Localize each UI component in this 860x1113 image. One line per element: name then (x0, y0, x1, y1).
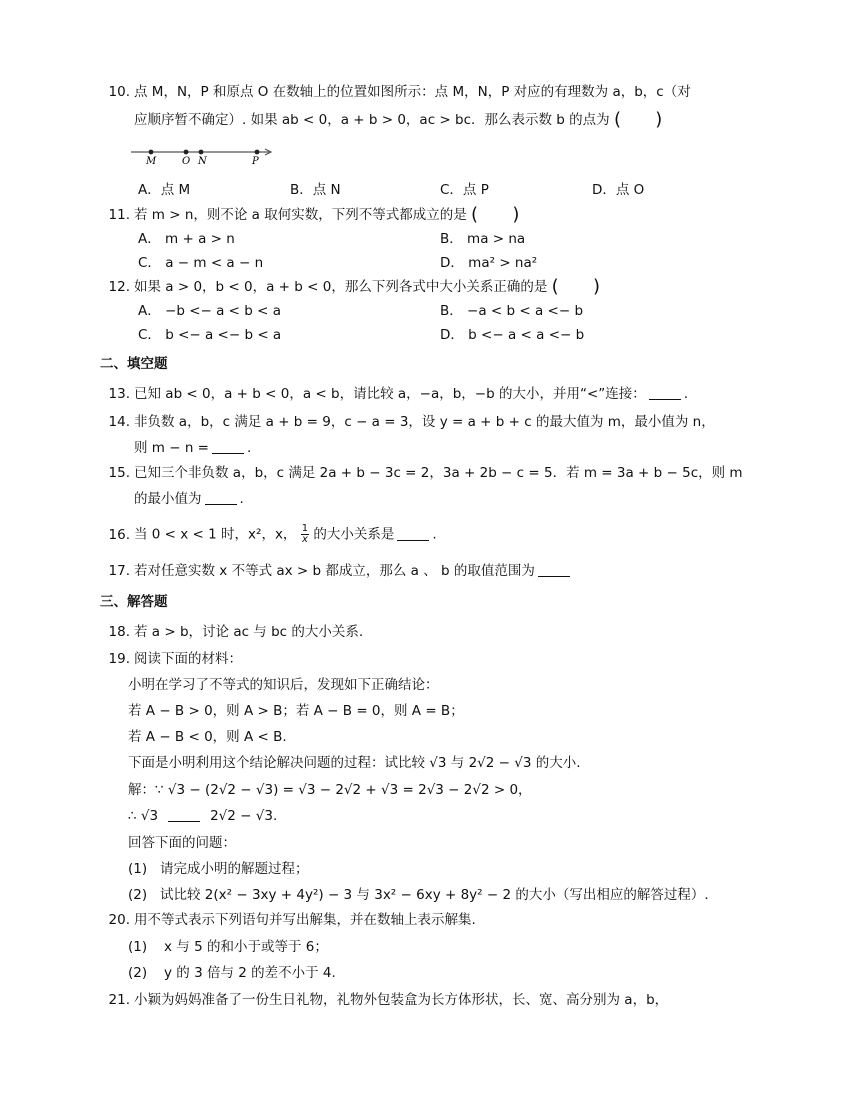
question-text: 若 a > b，讨论 ac 与 bc 的大小关系. (134, 624, 364, 640)
question-number: 21. (108, 992, 130, 1008)
question-17 (104, 561, 573, 581)
option-a: A． −b <− a < b < a (138, 303, 282, 319)
sub-text: 试比较 2(x² − 3xy + 4y²) − 3 与 3x² − 6xy + 8y² − 2 的大小（写出相应的解答过程）. (160, 887, 709, 903)
label-n: N (198, 156, 207, 167)
therefore-right: 2√2 − √3. (210, 808, 278, 824)
period: . (432, 526, 437, 543)
question-20 (104, 910, 476, 930)
answer-blank[interactable] (212, 439, 244, 454)
material-line: 小明在学习了不等式的知识后，发现如下正确结论： (128, 677, 439, 693)
question-number: 18. (108, 624, 130, 640)
question-text: 则 m − n = (134, 440, 209, 456)
material-line: 下面是小明利用这个结论解决问题的过程：试比较 √3 与 2√2 − √3 的大小. (128, 755, 581, 771)
fraction-denominator: x (301, 534, 308, 545)
question-text: 如果 a > 0，b < 0，a + b < 0，那么下列各式中大小关系正确的是 (134, 279, 548, 295)
point-m (149, 150, 154, 155)
answer-blank[interactable] (397, 526, 429, 541)
sub-text: x 与 5 的和小于或等于 6； (164, 939, 328, 955)
point-n (199, 150, 204, 155)
question-text: 非负数 a，b，c 满足 a + b = 9，c − a = 3，设 y = a + b + c 的最大值为 m，最小值为 n， (134, 414, 715, 430)
option-b: B． ma > na (440, 231, 526, 247)
option-b: B．点 N (290, 182, 341, 198)
question-text: 的大小关系是 (313, 526, 395, 543)
question-number: 19. (108, 651, 130, 667)
answer-paren: ( ) (551, 276, 600, 297)
period: . (683, 386, 689, 402)
option-d: D． b <− a < a <− b (440, 327, 585, 343)
question-15 (104, 463, 743, 483)
sub-label: (2) (128, 887, 148, 903)
question-15-line2 (134, 489, 244, 509)
section-heading: 三、解答题 (100, 594, 168, 610)
material-line: 若 A − B < 0，则 A < B. (128, 729, 287, 745)
answer-blank[interactable] (205, 490, 237, 505)
option-a: A．点 M (138, 182, 191, 198)
question-text: 点 M，N，P 和原点 O 在数轴上的位置如图所示：点 M，N，P 对应的有理数为 a，b，c（对 (134, 84, 691, 100)
sub-question-2 (128, 963, 336, 983)
answer-paren: ( ) (471, 204, 520, 225)
label-p: P (252, 156, 259, 167)
question-text: 已知三个非负数 a，b，c 满足 2a + b − 3c = 2，3a + 2b − c = 5．若 m = 3a + b − 5c，则 m (134, 465, 743, 481)
therefore-line (128, 806, 277, 826)
option-b: B． −a < b < a <− b (440, 303, 584, 319)
fraction (301, 524, 309, 545)
question-13 (104, 384, 688, 404)
option-a: A． m + a > n (138, 231, 235, 247)
question-text: 的最小值为 (134, 491, 202, 507)
question-number: 11. (108, 207, 130, 223)
therefore-left: ∴ √3 (128, 808, 159, 824)
option-c: C． b <− a <− b < a (138, 327, 282, 343)
question-14 (104, 412, 715, 432)
question-18 (104, 622, 363, 642)
answer-blank[interactable] (168, 807, 200, 822)
question-10 (104, 82, 691, 102)
question-12 (104, 277, 600, 297)
question-10-line2 (134, 110, 662, 130)
question-number: 10. (108, 84, 130, 100)
sub-label: (1) (128, 939, 148, 955)
option-c: C． a − m < a − n (138, 255, 264, 271)
question-number: 15. (108, 465, 130, 481)
question-number: 12. (108, 279, 130, 295)
answer-paren: ( ) (613, 109, 663, 130)
option-c: C．点 P (440, 182, 489, 198)
question-text: 若对任意实数 x 不等式 ax > b 都成立，那么 a 、 b 的取值范围为 (134, 563, 535, 579)
option-d: D． ma² > na² (440, 255, 538, 271)
option-d: D．点 O (592, 182, 645, 198)
number-line-figure (128, 142, 278, 168)
sub-question-2 (128, 885, 709, 905)
sub-question-1 (128, 859, 309, 879)
material-line: 若 A − B > 0，则 A > B；若 A − B = 0，则 A = B； (128, 703, 464, 719)
sub-question-1 (128, 937, 328, 957)
question-text: 若 m > n，则不论 a 取何实数，下列不等式都成立的是 (134, 207, 467, 223)
sub-label: (1) (128, 861, 148, 877)
answer-blank[interactable] (649, 385, 681, 400)
question-text: 小颖为妈妈准备了一份生日礼物，礼物外包装盒为长方体形状，长、宽、高分别为 a，b， (134, 992, 669, 1008)
question-text: 阅读下面的材料： (134, 651, 242, 667)
sub-label: (2) (128, 965, 148, 981)
label-o: O (182, 156, 191, 167)
question-number: 14. (108, 414, 130, 430)
label-m: M (146, 156, 157, 167)
question-number: 17. (108, 563, 130, 579)
question-14-line2 (134, 438, 251, 458)
section-heading: 二、填空题 (100, 356, 168, 372)
sub-text: y 的 3 倍与 2 的差不小于 4. (164, 965, 336, 981)
question-16 (104, 524, 437, 545)
question-number: 20. (108, 912, 130, 928)
fraction-numerator: 1 (301, 523, 309, 534)
answer-blank[interactable] (538, 562, 570, 577)
question-11 (104, 205, 519, 225)
material-line: 解：∵ √3 − (2√2 − √3) = √3 − 2√2 + √3 = 2√3 − 2√2 > 0， (128, 782, 532, 798)
question-number: 16. (108, 526, 130, 543)
answer-intro: 回答下面的问题： (128, 835, 236, 851)
point-p (255, 150, 260, 155)
period: . (239, 491, 244, 507)
question-19 (104, 649, 242, 669)
question-text: 已知 ab < 0，a + b < 0，a < b，请比较 a，−a，b，−b 的大小，并用“<”连接： (134, 386, 646, 402)
question-number: 13. (108, 386, 130, 402)
question-text: 应顺序暂不确定）. 如果 ab < 0，a + b > 0，ac > bc．那么表示数 b 的点为 (134, 112, 610, 128)
sub-text: 请完成小明的解题过程； (160, 861, 309, 877)
question-text: 当 0 < x < 1 时，x²，x， (134, 526, 297, 543)
period: . (247, 440, 252, 456)
question-text: 用不等式表示下列语句并写出解集，并在数轴上表示解集. (134, 912, 476, 928)
question-21 (104, 990, 668, 1010)
point-o (184, 150, 189, 155)
